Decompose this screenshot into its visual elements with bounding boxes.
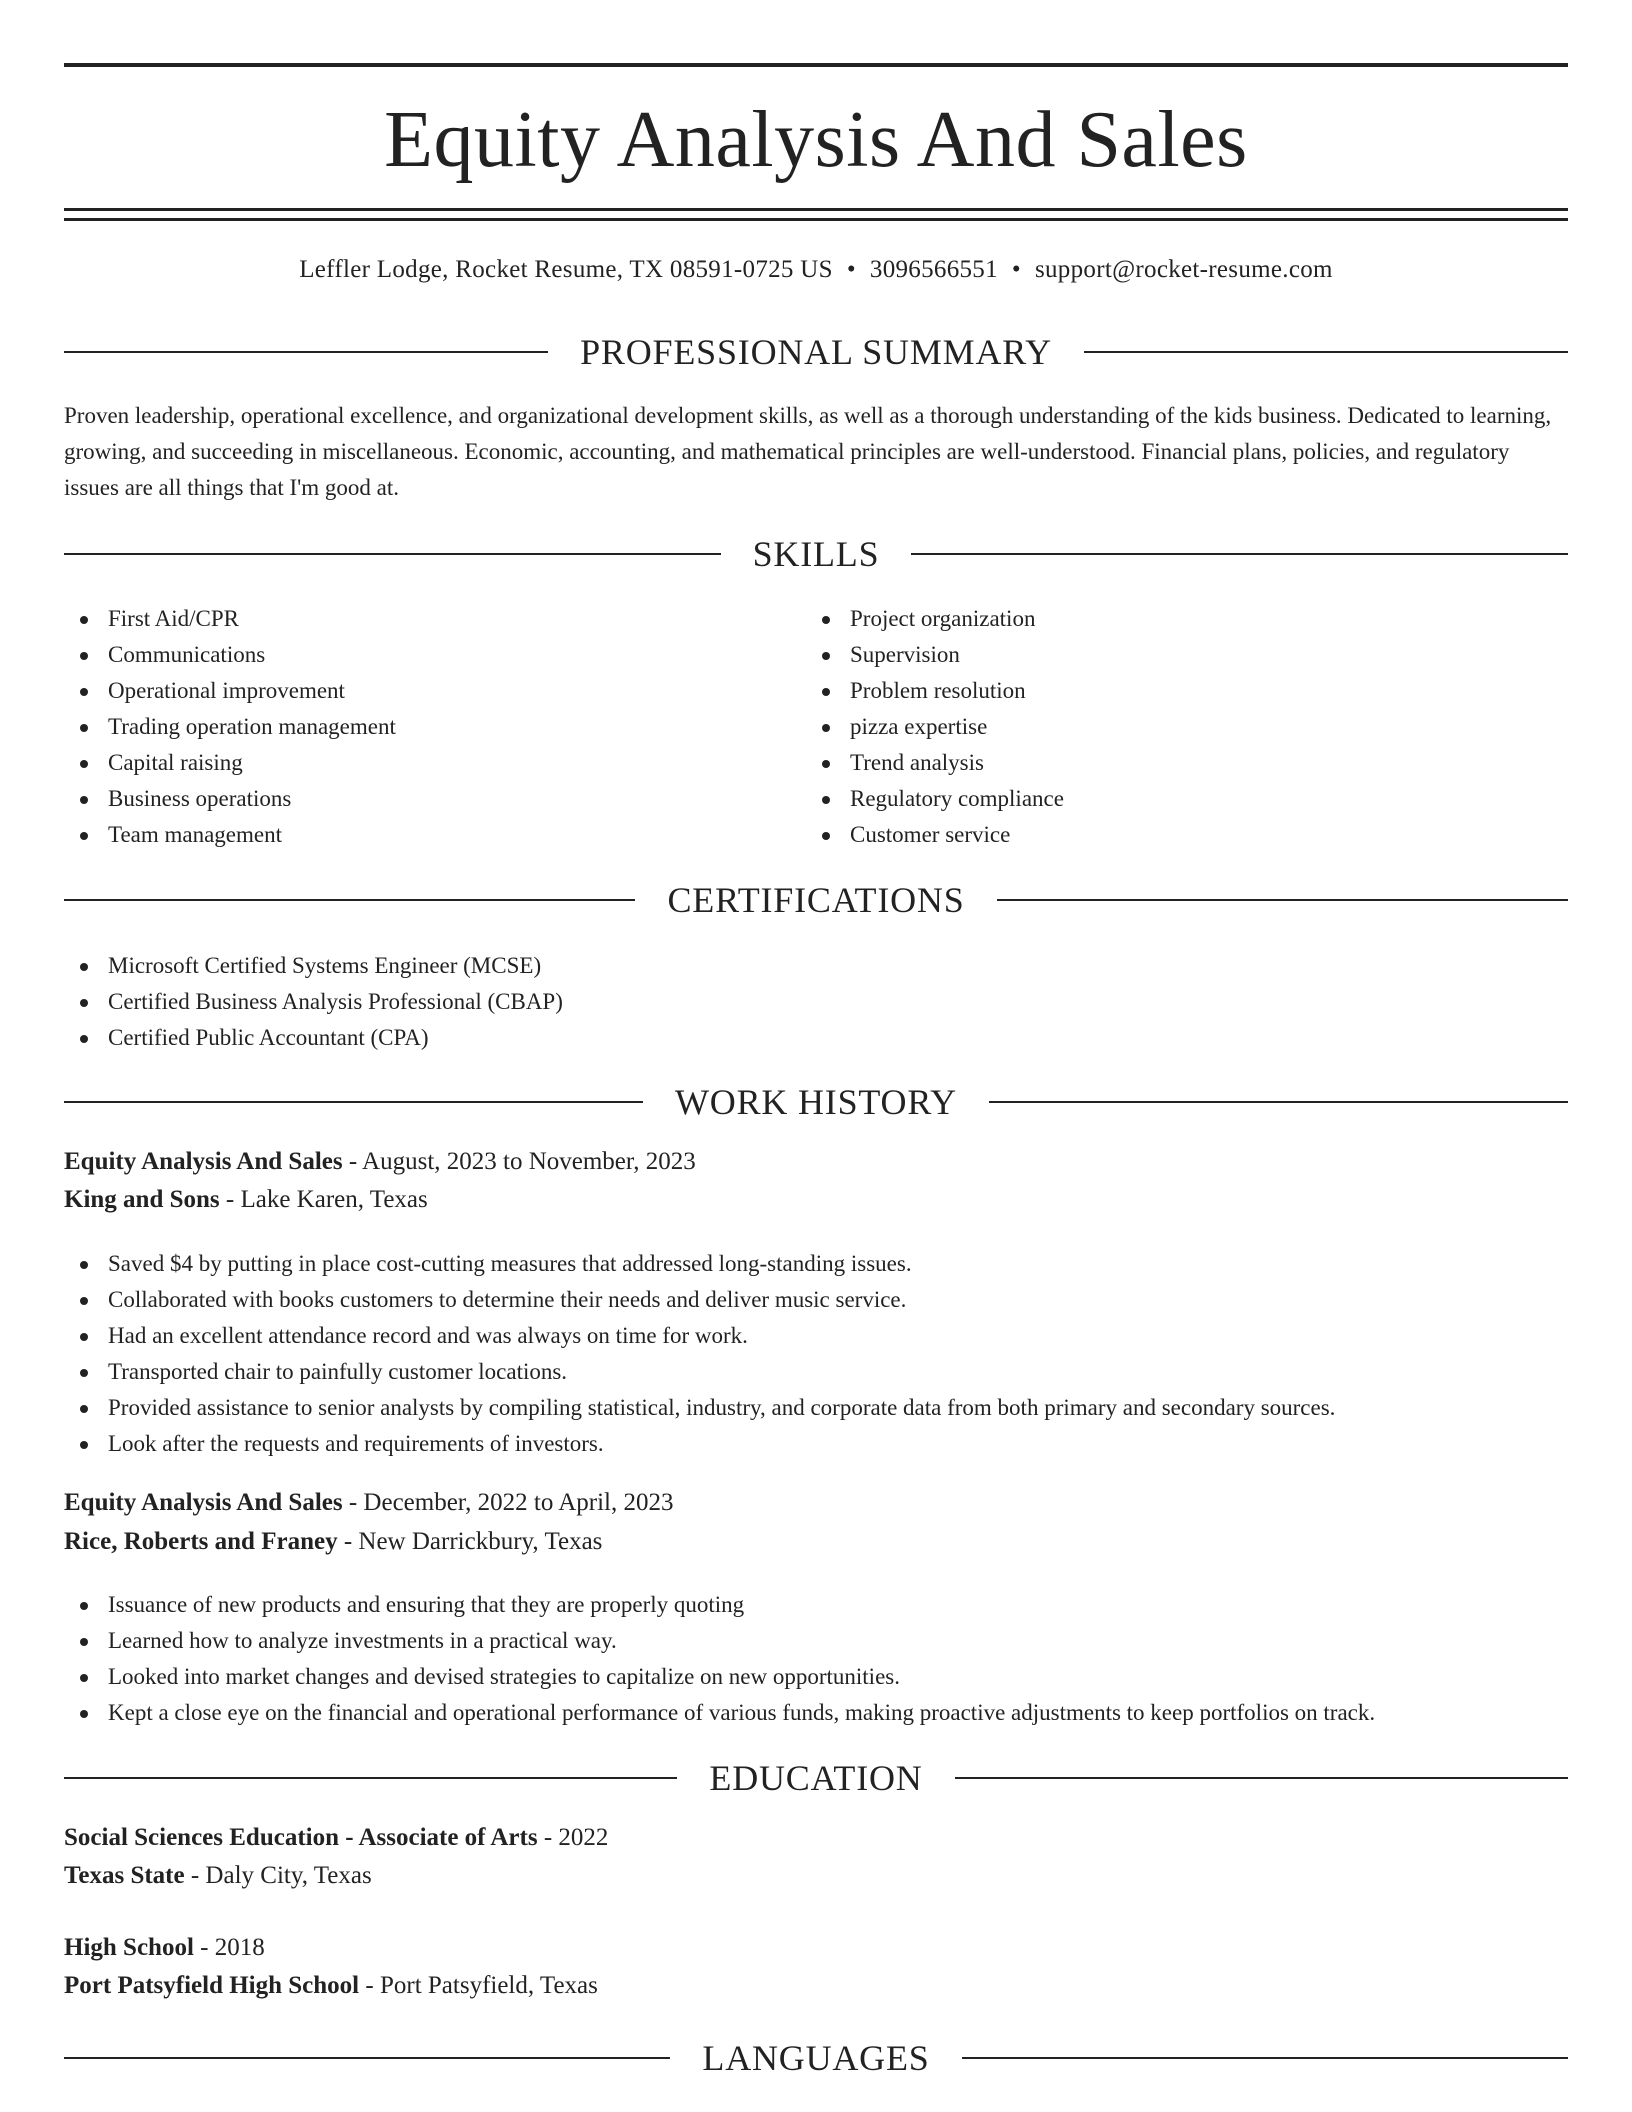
- job-duty-item: Collaborated with books customers to determine their needs and deliver music service.: [64, 1282, 1544, 1318]
- education-degree-line: [64, 1819, 1568, 1857]
- heading-rule-right: [911, 553, 1568, 555]
- job-duty-item: Provided assistance to senior analysts by compiling statistical, industry, and corporate data from both primary and secondary sources.: [64, 1390, 1544, 1426]
- job-location: - Lake Karen, Texas: [219, 1186, 428, 1213]
- certifications-list: [64, 948, 1464, 1056]
- heading-rule-left: [64, 899, 635, 901]
- contact-phone: 3096566551: [869, 256, 998, 283]
- job-duty-item: Learned how to analyze investments in a practical way.: [64, 1623, 1544, 1659]
- skill-item: First Aid/CPR: [64, 601, 764, 637]
- heading-rule-left: [64, 553, 721, 555]
- education-school-line: [64, 1857, 1568, 1895]
- summary-text: Proven leadership, operational excellence, and organizational development skills, as well as a thorough understanding of the kids business. Dedicated to learning, growing, and succeeding in miscellaneous. Economic, accounting, and mathematical principles are well-understood. Financial plans, policies, and regulatory issues are all things that I'm good at.: [64, 403, 1552, 500]
- education-location: - Daly City, Texas: [184, 1862, 372, 1889]
- section-heading-label: CERTIFICATIONS: [667, 880, 965, 920]
- job-company-line: [64, 1181, 1568, 1219]
- job-duty-item: Look after the requests and requirements of investors.: [64, 1426, 1544, 1462]
- education-degree-line: [64, 1929, 1568, 1967]
- job-duty-item: Had an excellent attendance record and was always on time for work.: [64, 1318, 1544, 1354]
- skill-item: Business operations: [64, 781, 764, 817]
- heading-rule-left: [64, 351, 548, 353]
- skill-item: Trading operation management: [64, 709, 764, 745]
- section-heading-summary: [64, 330, 1568, 374]
- job-title: Equity Analysis And Sales: [64, 1148, 343, 1175]
- section-heading-education: [64, 1756, 1568, 1800]
- top-rule: [64, 63, 1568, 67]
- job-duty-item: Kept a close eye on the financial and operational performance of various funds, making proactive adjustments to keep portfolios on track.: [64, 1695, 1544, 1731]
- job-company: Rice, Roberts and Franey: [64, 1528, 338, 1555]
- job-location: - New Darrickbury, Texas: [337, 1528, 603, 1555]
- section-heading-languages: [64, 2036, 1568, 2080]
- job-title: Equity Analysis And Sales: [64, 1489, 343, 1516]
- job-dates: - August, 2023 to November, 2023: [342, 1148, 696, 1175]
- job-dates: - December, 2022 to April, 2023: [342, 1489, 674, 1516]
- resume-title: Equity Analysis And Sales: [384, 96, 1248, 184]
- section-heading-label: SKILLS: [752, 534, 880, 574]
- section-heading-label: LANGUAGES: [702, 2038, 930, 2078]
- contact-address: Leffler Lodge, Rocket Resume, TX 08591-0725 US: [299, 256, 833, 283]
- job-duties-list: [64, 1587, 1544, 1731]
- skill-item: Supervision: [806, 637, 1506, 673]
- job-duty-item: Looked into market changes and devised strategies to capitalize on new opportunities.: [64, 1659, 1544, 1695]
- contact-separator: •: [846, 256, 856, 283]
- section-heading-label: WORK HISTORY: [675, 1082, 957, 1122]
- section-heading-label: EDUCATION: [709, 1758, 923, 1798]
- job-duties-list: [64, 1246, 1544, 1462]
- skill-item: Team management: [64, 817, 764, 853]
- heading-rule-right: [989, 1101, 1568, 1103]
- heading-rule-left: [64, 1777, 677, 1779]
- skills-list-right: [806, 601, 1506, 853]
- section-heading-skills: [64, 532, 1568, 576]
- skill-item: Regulatory compliance: [806, 781, 1506, 817]
- job-duty-item: Saved $4 by putting in place cost-cutting measures that addressed long-standing issues.: [64, 1246, 1544, 1282]
- heading-rule-right: [955, 1777, 1568, 1779]
- heading-rule-left: [64, 1101, 643, 1103]
- section-heading-certifications: [64, 878, 1568, 922]
- job-duty-item: Issuance of new products and ensuring that they are properly quoting: [64, 1587, 1544, 1623]
- title-double-rule: [64, 208, 1568, 221]
- certification-item: Microsoft Certified Systems Engineer (MCSE): [64, 948, 1464, 984]
- contact-email: support@rocket-resume.com: [1034, 256, 1333, 283]
- education-location: - Port Patsyfield, Texas: [359, 1972, 598, 1999]
- skill-item: Trend analysis: [806, 745, 1506, 781]
- education-school: Port Patsyfield High School: [64, 1972, 360, 1999]
- education-degree: High School: [64, 1934, 194, 1961]
- heading-rule-left: [64, 2057, 670, 2059]
- education-degree: Social Sciences Education - Associate of Arts: [64, 1824, 538, 1851]
- job-company: King and Sons: [64, 1186, 220, 1213]
- job-duty-item: Transported chair to painfully customer locations.: [64, 1354, 1544, 1390]
- heading-rule-right: [997, 899, 1568, 901]
- education-school: Texas State: [64, 1862, 185, 1889]
- contact-line: [64, 254, 1568, 286]
- skill-item: Project organization: [806, 601, 1506, 637]
- education-school-line: [64, 1967, 1568, 2005]
- job-company-line: [64, 1523, 1568, 1561]
- heading-rule-right: [962, 2057, 1568, 2059]
- section-heading-work-history: [64, 1080, 1568, 1124]
- skill-item: Customer service: [806, 817, 1506, 853]
- job-title-line: [64, 1143, 1568, 1181]
- skill-item: Problem resolution: [806, 673, 1506, 709]
- certification-item: Certified Business Analysis Professional (CBAP): [64, 984, 1464, 1020]
- skill-item: pizza expertise: [806, 709, 1506, 745]
- education-year: - 2022: [537, 1824, 609, 1851]
- skill-item: Communications: [64, 637, 764, 673]
- job-title-line: [64, 1484, 1568, 1522]
- skills-list-left: [64, 601, 764, 853]
- heading-rule-right: [1084, 351, 1568, 353]
- contact-separator: •: [1011, 256, 1021, 283]
- education-year: - 2018: [193, 1934, 265, 1961]
- certification-item: Certified Public Accountant (CPA): [64, 1020, 1464, 1056]
- section-heading-label: PROFESSIONAL SUMMARY: [580, 332, 1052, 372]
- skill-item: Capital raising: [64, 745, 764, 781]
- skill-item: Operational improvement: [64, 673, 764, 709]
